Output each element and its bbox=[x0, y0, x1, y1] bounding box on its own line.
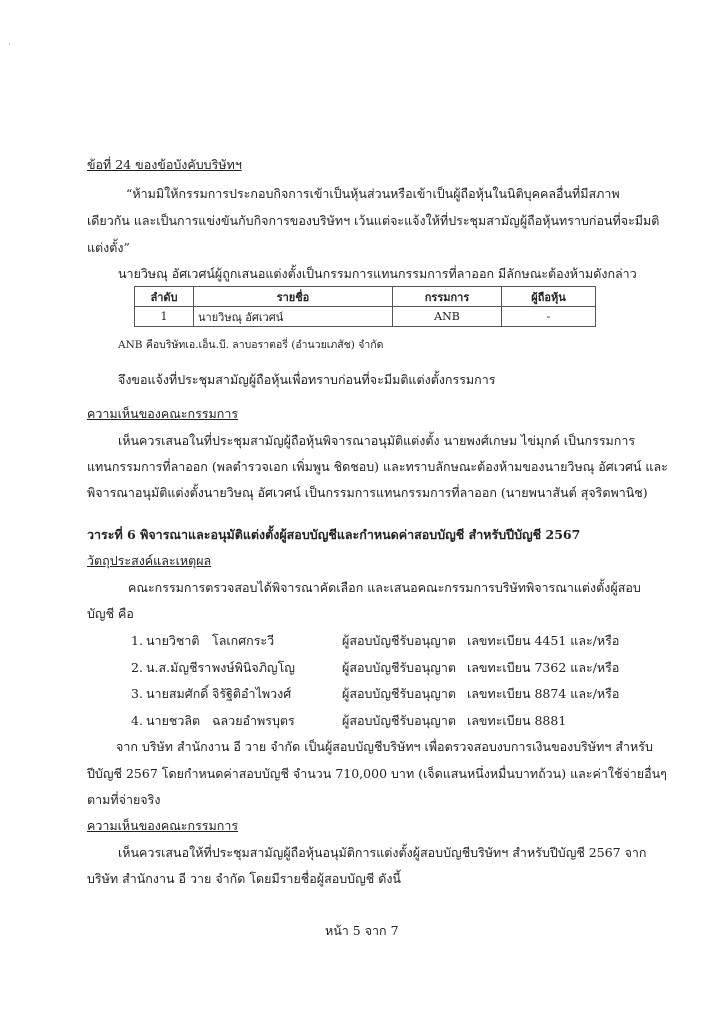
board-opinion-1-heading: ความเห็นของคณะกรรมการ bbox=[87, 406, 239, 421]
nominee-line: นายวิษณุ อัศเวศน์ผู้ถูกเสนอแต่งตั้งเป็นกรรมการแทนกรรมการที่ลาออก มีลักษณะต้องห้ามดังกล่าว bbox=[118, 266, 637, 281]
agenda6-purpose-heading: วัตถุประสงค์และเหตุผล bbox=[87, 553, 212, 568]
notify-line: จึงขอแจ้งที่ประชุมสามัญผู้ถือหุ้นเพื่อทราบก่อนที่จะมีมติแต่งตั้งกรรมการ bbox=[118, 372, 496, 387]
auditor-title: ผู้สอบบัญชีรับอนุญาต bbox=[342, 686, 456, 701]
table-header-row bbox=[135, 287, 596, 307]
clause-quote-line-1: “ห้ามมิให้กรรมการประกอบกิจการเข้าเป็นหุ้นส่วนหรือเข้าเป็นผู้ถือหุ้นในนิติบุคคลอื่นที่มีสภาพ bbox=[126, 186, 620, 201]
header-director: กรรมการ bbox=[393, 287, 502, 307]
auditor-title: ผู้สอบบัญชีรับอนุญาต bbox=[342, 633, 456, 648]
auditor-no: 3. bbox=[131, 686, 143, 701]
auditor-first-name: นายชวลิต bbox=[146, 713, 201, 728]
row-name: นายวิษณุ อัศเวศน์ bbox=[194, 307, 393, 327]
clause-quote-line-2: เดียวกัน และเป็นการแข่งขันกับกิจการของบริษัทฯ เว้นแต่จะแจ้งให้ที่ประชุมสามัญผู้ถือหุ้นทราบก่อนที่จะมีมติ bbox=[87, 213, 660, 228]
clause-heading: ข้อที่ 24 ของข้อบังคับบริษัทฯ bbox=[87, 157, 242, 172]
auditor-no: 4. bbox=[131, 713, 143, 728]
board-opinion-2-line-2: บริษัท สำนักงาน อี วาย จำกัด โดยมีรายชื่อผู้สอบบัญชี ดังนี้ bbox=[87, 871, 401, 886]
auditor-first-name: น.ส.มัญชีรา bbox=[146, 660, 212, 675]
page-number: หน้า 5 จาก 7 bbox=[325, 923, 399, 938]
auditor-first-name: นายวิชาติ bbox=[146, 633, 200, 648]
scan-mark: · bbox=[8, 40, 11, 50]
agenda6-intro-line-2: บัญชี คือ bbox=[87, 606, 134, 621]
row-shareholder: - bbox=[502, 307, 596, 327]
auditor-reg: เลขทะเบียน 7362 และ/หรือ bbox=[467, 660, 620, 675]
board-opinion-1-line-1: เห็นควรเสนอในที่ประชุมสามัญผู้ถือหุ้นพิจารณาอนุมัติแต่งตั้ง นายพงศ์เกษม ไข่มุกด์ เป็นกรรมการ bbox=[118, 433, 636, 448]
clause-quote-line-3: แต่งตั้ง” bbox=[87, 240, 130, 255]
auditor-last-name: ฉลวยอำพรบุตร bbox=[212, 713, 295, 728]
agenda6-title: วาระที่ 6 พิจารณาและอนุมัติแต่งตั้งผู้สอบบัญชีและกำหนดค่าสอบบัญชี สำหรับปีบัญชี 2567 bbox=[87, 527, 581, 542]
auditor-last-name: จิรัฐิติอำไพวงศ์ bbox=[212, 686, 292, 701]
auditor-no: 1. bbox=[131, 633, 143, 648]
auditor-reg: เลขทะเบียน 8874 และ/หรือ bbox=[467, 686, 620, 701]
auditor-first-name: นายสมศักดิ์ bbox=[146, 686, 209, 701]
agenda6-intro-line-1: คณะกรรมการตรวจสอบได้พิจารณาคัดเลือก และเสนอคณะกรรมการบริษัทพิจารณาแต่งตั้งผู้สอบ bbox=[128, 580, 641, 595]
board-opinion-1-line-2: แทนกรรมการที่ลาออก (พลตำรวจเอก เพิ่มพูน ชิดชอบ) และทราบลักษณะต้องห้ามของนายวิษณุ อัศเวศน์ และ bbox=[87, 459, 668, 474]
table-note: ANB คือบริษัทเอ.เอ็น.บี. ลาบอราตอรี่ (อำนวยเภสัช) จำกัด bbox=[118, 339, 384, 351]
row-director: ANB bbox=[393, 307, 502, 327]
fee-line-2: ปีบัญชี 2567 โดยกำหนดค่าสอบบัญชี จำนวน 710,000 บาท (เจ็ดแสนหนึ่งหมื่นบาทถ้วน) และค่าใช้จ่ายอื่นๆ bbox=[87, 766, 667, 781]
header-no: ลำดับ bbox=[135, 287, 194, 307]
board-opinion-2-heading: ความเห็นของคณะกรรมการ bbox=[87, 818, 239, 833]
auditor-last-name: โลเกศกระวี bbox=[212, 633, 275, 648]
fee-line-3: ตามที่จ่ายจริง bbox=[87, 792, 161, 807]
fee-line-1: จาก บริษัท สำนักงาน อี วาย จำกัด เป็นผู้สอบบัญชีบริษัทฯ เพื่อตรวจสอบงบการเงินของบริษัทฯ สำหรับ bbox=[116, 739, 653, 754]
director-table bbox=[134, 286, 596, 327]
auditor-reg: เลขทะเบียน 8881 bbox=[467, 713, 567, 728]
auditor-no: 2. bbox=[131, 660, 143, 675]
auditor-reg: เลขทะเบียน 4451 และ/หรือ bbox=[467, 633, 620, 648]
header-shareholder: ผู้ถือหุ้น bbox=[502, 287, 596, 307]
auditor-title: ผู้สอบบัญชีรับอนุญาต bbox=[342, 660, 456, 675]
header-name: รายชื่อ bbox=[194, 287, 393, 307]
table-row bbox=[135, 307, 596, 327]
board-opinion-1-line-3: พิจารณาอนุมัติแต่งตั้งนายวิษณุ อัศเวศน์ เป็นกรรมการแทนกรรมการที่ลาออก (นายพนาสันต์ สุจริตพานิช) bbox=[87, 485, 648, 500]
auditor-last-name: พงษ์พินิจภิญโญ bbox=[212, 660, 295, 675]
board-opinion-2-line-1: เห็นควรเสนอให้ที่ประชุมสามัญผู้ถือหุ้นอนุมัติการแต่งตั้งผู้สอบบัญชีบริษัทฯ สำหรับปีบัญชี 2567 จาก bbox=[118, 845, 647, 860]
auditor-title: ผู้สอบบัญชีรับอนุญาต bbox=[342, 713, 456, 728]
row-no: 1 bbox=[135, 307, 194, 327]
